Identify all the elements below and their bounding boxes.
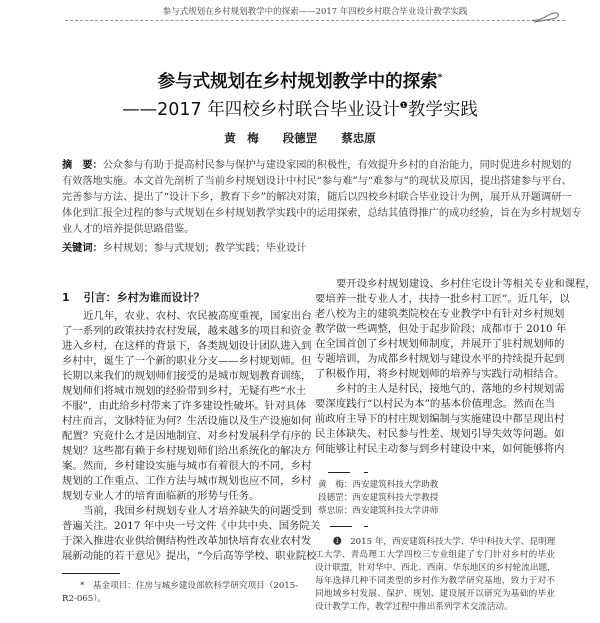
body-text-line: 要开设乡村规划建设、乡村住宅设计等相关专业和课程， <box>336 278 596 290</box>
body-text-line: 当前，我国乡村规划专业人才培养缺失的问题受到 <box>83 505 312 517</box>
abstract-label: 摘 要： <box>62 160 103 171</box>
body-text-line: 规划专业人才的培育面临新的形势与任务。 <box>62 490 260 502</box>
body-text-line: 专题培训，为成都乡村规划与建设水平的持续提升起到 <box>315 353 565 365</box>
bio-rule-top <box>328 472 350 473</box>
section-number: 1 <box>62 291 70 304</box>
author-bio-line: 段德罡：西安建筑科技大学教授 <box>318 493 439 503</box>
body-text-line: 展新动能的若干意见》提出，“今后高等学校、职业院校 <box>62 550 317 562</box>
body-text-line: 乡村中，诞生了一个新的职业分支——乡村规划师。但 <box>62 355 312 367</box>
body-text-line: 近几年，农业、农村、农民被高度重视，国家出台 <box>83 310 312 322</box>
body-text-line: 民主体缺失、村民参与性差、规划引导失效等问题。如 <box>315 428 565 440</box>
body-text-line: 了一系列的政策扶持农村发展，越来越多的项目和资金 <box>62 325 312 337</box>
body-text-line: 普遍关注。2017 年中央一号文件《中共中央、国务院关 <box>62 520 321 532</box>
body-text-line: 不服”，由此给乡村带来了许多建设性破坏。针对具体 <box>62 400 307 412</box>
bio-rule-bottom <box>330 526 352 527</box>
keywords-text: 乡村规划；参与式规划；教学实践；毕业设计 <box>102 243 307 254</box>
footnote-line: ❶ 2015 年，西安建筑科技大学、华中科技大学、昆明理 <box>333 537 556 547</box>
abstract-text: 有效落地实施。本文首先剖析了当前乡村规划设计中村民“参与难”与“难参与”的现状及原因，提出搭建参与平台、 <box>62 176 572 187</box>
section-title: 引言：乡村为谁而设计？ <box>83 291 205 304</box>
subtitle-tail: 教学实践 <box>407 100 478 120</box>
body-text-line: 案。然而，乡村建设实施与城市有着很大的不同，乡村 <box>62 460 312 472</box>
footnote-line: 设计联盟，针对华中、西北、西南、华东地区的乡村轮流出题， <box>315 563 556 573</box>
body-text-line: 了积极作用，将乡村规划师的培养与实践行动相结合。 <box>315 368 565 380</box>
body-text-line: 要培养一批专业人才，扶持一批乡村工匠”。近几年，以 <box>315 293 570 305</box>
author-bio-line: 蔡忠原：西安建筑科技大学讲师 <box>318 506 439 516</box>
title-footnote-mark: * <box>437 73 443 84</box>
body-text-line: 何能够让村民主动参与到乡村建设中来，如何能够将内 <box>315 443 565 455</box>
abstract-text: 完善参与方法、提出了“设计下乡，教育下乡”的解决对策，随后以四校乡村联合毕业设计为例，展开从开题调研一 <box>62 192 572 203</box>
author: 蔡忠原 <box>341 131 376 145</box>
paper-title <box>0 68 600 93</box>
footnote-line: 每年选择几种不同类型的乡村作为教学研究基地，致力于对不 <box>315 576 555 586</box>
body-text-line: 教学做一些调整，但处于起步阶段；成都市于 2010 年 <box>315 323 567 335</box>
paper-subtitle <box>0 96 600 121</box>
author: 黄 梅 <box>224 131 259 145</box>
body-text-line: 规划？这些都有赖于乡村规划师们给出系统化的解决方 <box>62 445 312 457</box>
footnote-line: * 基金项目：住房与城乡建设部软科学研究项目（2015- <box>80 581 299 591</box>
keywords <box>62 241 555 257</box>
body-text-line: 要深度践行“以村民为本”的基本价值理念。然而在当 <box>315 398 555 410</box>
body-text-line: 于深入推进农业供给侧结构性改革加快培育农业农村发 <box>62 535 312 547</box>
body-text-line: 乡村的主人是村民，接地气的、落地的乡村规划需 <box>336 383 565 395</box>
section-heading <box>62 289 205 305</box>
subtitle-text: ——2017 年四校乡村联合毕业设计 <box>122 100 400 120</box>
body-text-line: 村庄而言，文脉特征为何？生活设施以及生产设施如何 <box>62 415 312 427</box>
abstract-line <box>62 190 572 206</box>
abstract-text: 公众参与有助于提高村民参与保护与建设家园的积极性，有效提升乡村的自治能力，同时促进乡村规划的 <box>102 160 572 171</box>
abstract-line <box>62 158 572 174</box>
left-column-body <box>62 309 321 564</box>
author-bio-line: 黄 梅：西安建筑科技大学助教 <box>318 480 439 490</box>
funding-footnote <box>62 580 297 606</box>
footnote-line: R2-065）。 <box>62 594 107 604</box>
abstract-line <box>62 174 572 190</box>
right-column-body <box>315 277 596 457</box>
body-text-line: 进入乡村，在这样的背景下，各类规划设计团队进入到 <box>62 340 312 352</box>
author-list <box>0 130 600 146</box>
footnote-line: 同地域乡村发展、保护、规划、建设展开以研究为基础的毕业 <box>315 589 555 599</box>
author: 段德罡 <box>282 131 318 145</box>
abstract-text: 业人才的培养提供思路借鉴。 <box>62 224 195 235</box>
footnote-rule <box>62 573 120 574</box>
abstract-line <box>62 206 582 222</box>
author-bios <box>318 479 518 518</box>
body-text-line: 前政府主导下的村庄规划编制与实施建设中都呈现出村 <box>315 413 565 425</box>
footnote-line: 设计教学工作，教学过程中推出系列学术交流活动。 <box>315 602 513 612</box>
header-rule <box>65 20 565 21</box>
body-text-line: 规划的工作重点、工作方法与城市规划也应不同，乡村 <box>62 475 312 487</box>
body-text-line: 老八校为主的建筑类院校在专业教学中有针对乡村规划 <box>315 308 565 320</box>
page-number-scribble <box>530 10 562 24</box>
body-text-line: 规划师们将城市规划的经验带到乡村，无疑有些“水土 <box>62 385 307 397</box>
footnote-line: 工大学、青岛理工大学四校三专业组建了专门针对乡村的毕业 <box>315 550 555 560</box>
keywords-label: 关键词： <box>62 243 103 254</box>
running-head: 参与式规划在乡村规划教学中的探索——2017 年四校乡村联合毕业设计教学实践 <box>162 7 468 17</box>
title-line-1: 参与式规划在乡村规划教学中的探索 <box>157 72 438 92</box>
abstract-line <box>62 222 555 238</box>
abstract-text: 体化到汇报全过程的参与式规划在乡村规划教学实践中的运用探索，总结其值得推广的成功经验，旨在为乡村规划专 <box>62 208 582 219</box>
body-text-line: 在全国首创了乡村规划师制度，并展开了驻村规划师的 <box>315 338 565 350</box>
bio-rule-top-dash <box>364 472 368 473</box>
bio-rule-bottom-dash <box>364 526 368 527</box>
subtitle-footnote-mark: ❶ <box>399 101 408 112</box>
body-text-line: 配置？究竟什么才是因地制宜、对乡村发展科学有序的 <box>62 430 312 442</box>
abstract <box>62 158 582 238</box>
project-footnote <box>315 536 555 614</box>
body-text-line: 长期以来我们的规划师们接受的是城市规划教育训练， <box>62 370 312 382</box>
